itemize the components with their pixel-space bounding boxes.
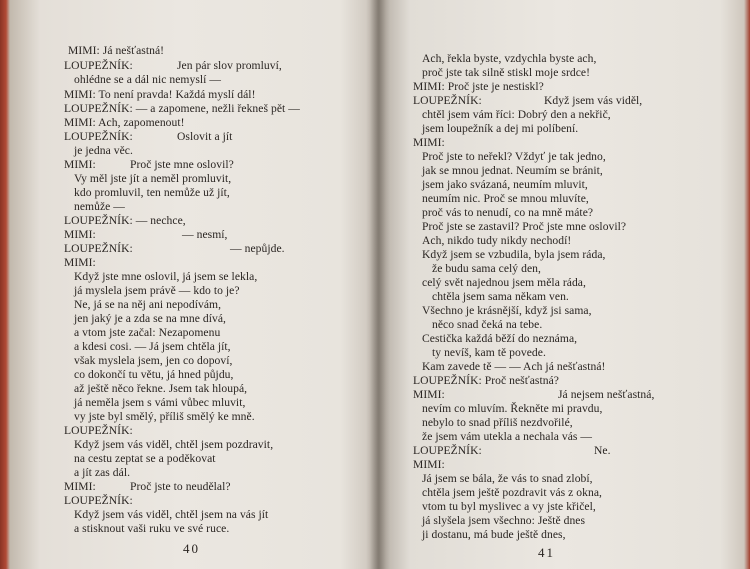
text-line: jak se mnou jednat. Neumím se bránit, [422,164,603,177]
text-line: Všechno je krásnější, když jsi sama, [422,304,592,317]
text-line: já neměla jsem s vámi vůbec mluvit, [74,396,246,409]
text-line: LOUPEŽNÍK: [64,424,133,437]
text-line: vy jste byl smělý, příliš smělý ke mně. [74,410,255,423]
page-number: 41 [538,545,555,560]
text-line: ty nevíš, kam tě povede. [432,346,546,359]
text-line: jsem loupežník a dej mi políbení. [422,122,579,135]
text-line: Ne, já se na něj ani nepodívám, [74,298,222,311]
text-line: LOUPEŽNÍK: [64,494,133,507]
text-line: Cestička každá běží do neznáma, [422,332,578,345]
text-line: chtěl jsem vám říci: Dobrý den a nekřič, [422,108,611,121]
text-line: nevím co mluvím. Řekněte mi pravdu, [422,402,603,415]
text-line: Proč jste mne oslovil? [130,158,234,171]
page-number: 40 [183,541,200,556]
text-line: chtěla jsem sama někam ven. [432,290,569,303]
text-line: až ještě něco řekne. Jsem tak hloupá, [74,382,248,395]
text-line: chtěla jsem ještě pozdravit vás z okna, [422,486,602,499]
text-line: LOUPEŽNÍK: — nechce, [64,214,186,227]
text-line: ji dostanu, má bude ještě dnes, [422,528,566,541]
text-line: MIMI: [64,480,96,493]
text-line: jen jaký je a zda se na mne dívá, [74,312,226,325]
text-line: ohlédne se a dál nic nemyslí — [74,73,222,86]
text-line: a vtom jste začal: Nezapomenu [74,326,221,339]
text-line: Ach, nikdo tudy nikdy nechodí! [422,234,572,247]
text-line: proč jste tak silně stiskl moje srdce! [422,66,591,79]
text-line: MIMI: To není pravda! Každá myslí dál! [64,88,256,101]
text-line: Ne. [594,444,611,457]
text-line: MIMI: [413,388,445,401]
text-line: a kdesi cosi. — Já jsem chtěla jít, [74,340,231,353]
text-line: kdo promluvil, ten nemůže už jít, [74,186,230,199]
text-line: Když jsem vás viděl, chtěl jsem pozdravit, [74,438,274,451]
text-line: a stisknout vaši ruku ve své ruce. [74,522,230,535]
text-line: LOUPEŽNÍK: [413,444,482,457]
text-line: já slyšela jsem všechno: Ještě dnes [422,514,586,527]
text-line: MIMI: Ach, zapomenout! [64,116,185,129]
text-line: MIMI: [64,228,96,241]
text-line: Když jsem se vzbudila, byla jsem ráda, [422,248,606,261]
text-line: něco snad čeká na tebe. [432,318,543,331]
text-line: na cestu zeptat se a poděkovat [74,452,216,465]
text-line: MIMI: [64,256,96,269]
text-line: já myslela jsem právě — kdo to je? [74,284,240,297]
text-line: Vy měl jste jít a neměl promluvit, [74,172,232,185]
text-line: Jen pár slov promluví, [177,59,282,72]
text-line: LOUPEŽNÍK: — a zapomene, nežli řekneš pět — [64,102,300,115]
text-line: MIMI: [413,136,445,149]
text-line: že jsem vám utekla a nechala vás — [422,430,593,443]
text-line: Když jsem vás viděl, [544,94,643,107]
text-line: MIMI: Proč jste je nestiskl? [413,80,544,93]
text-line: že budu sama celý den, [432,262,541,275]
text-line: MIMI: [413,458,445,471]
text-line: LOUPEŽNÍK: [64,59,133,72]
text-line: proč vás to nenudí, co na mně máte? [422,206,594,219]
text-line: a jít zas dál. [74,466,131,479]
text-line: LOUPEŽNÍK: [64,130,133,143]
text-line: vtom tu byl myslivec a vy jste křičel, [422,500,596,513]
text-line: Ach, řekla byste, vzdychla byste ach, [422,52,597,65]
text-line: Když jste mne oslovil, já jsem se lekla, [74,270,258,283]
text-line: LOUPEŽNÍK: [413,94,482,107]
text-line: Proč jste to neřekl? Vždyť je tak jedno, [422,150,606,163]
text-line: však myslela jsem, jen co dopoví, [74,354,233,367]
text-line: — nepůjde. [230,242,285,255]
text-line: jsem jako svázaná, neumím mluvit, [422,178,588,191]
text-line: nemůže — [74,200,125,213]
text-line: — nesmí, [182,228,228,241]
text-line: celý svět najednou jsem měla ráda, [422,276,586,289]
text-line: Já jsem se bála, že vás to snad zlobí, [422,472,593,485]
text-line: Proč jste se zastavil? Proč jste mne oslovil? [422,220,627,233]
text-line: nebylo to snad příliš nezdvořilé, [422,416,573,429]
text-line: MIMI: [64,158,96,171]
text-line: Kam zavede tě — — Ach já nešťastná! [422,360,606,373]
text-line: Proč jste to neudělal? [130,480,231,493]
text-line: co dokončí tu větu, já hned půjdu, [74,368,234,381]
text-line: Oslovit a jít [177,130,233,143]
text-line: MIMI: Já nešťastná! [68,44,165,57]
text-line: LOUPEŽNÍK: Proč nešťastná? [413,374,559,387]
text-line: Já nejsem nešťastná, [558,388,655,401]
text-line: neumím nic. Proč se mnou mluvíte, [422,192,589,205]
text-line: Když jsem vás viděl, chtěl jsem na vás jít [74,508,269,521]
right-page [380,0,750,569]
text-line: LOUPEŽNÍK: [64,242,133,255]
text-line: je jedna věc. [74,144,133,157]
